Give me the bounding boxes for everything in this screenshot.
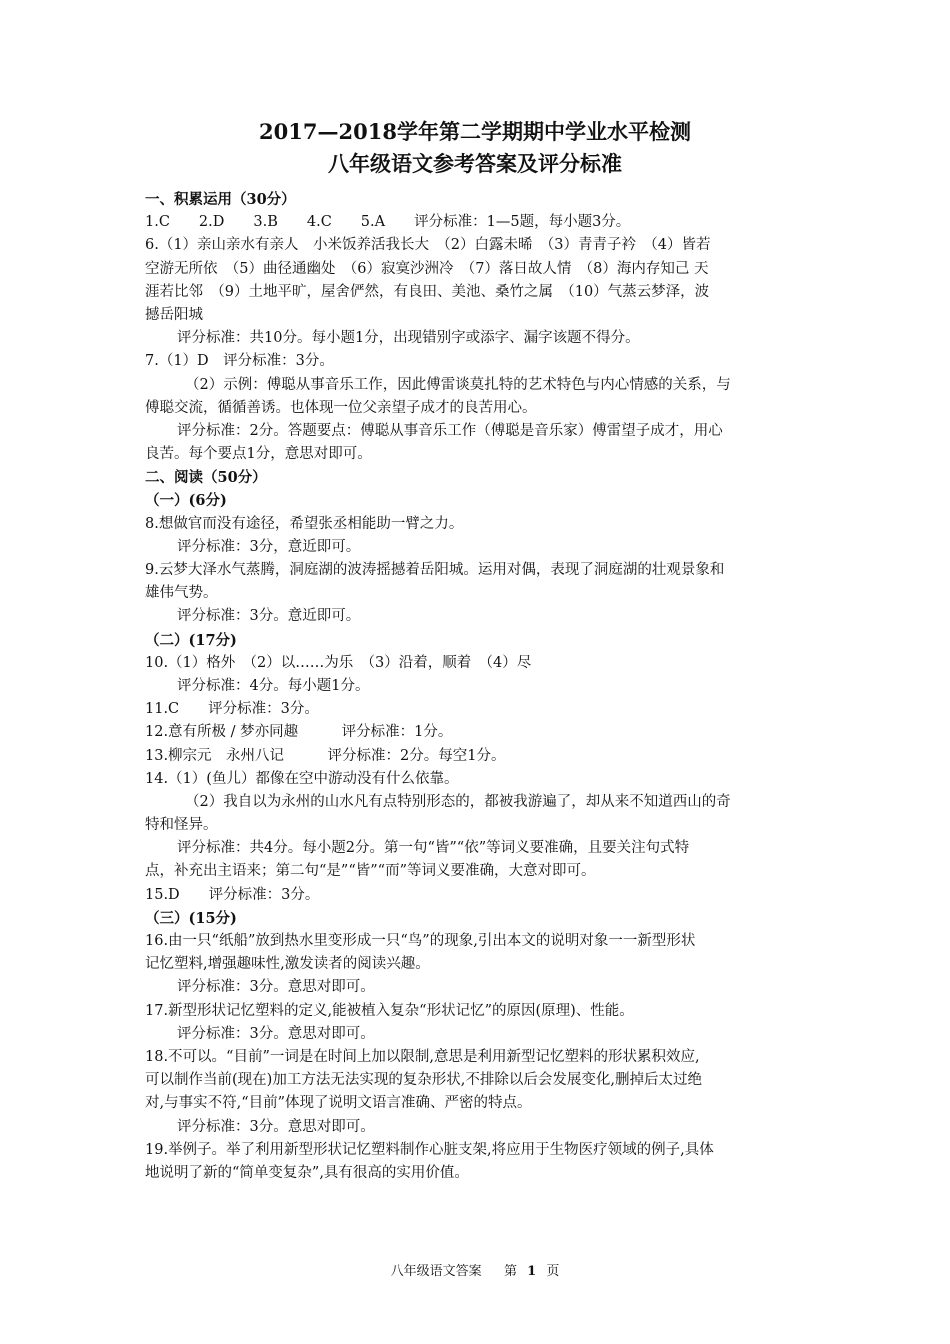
page-title-line2: 八年级语文参考答案及评分标准 <box>328 151 622 176</box>
answer-q19-line2: 地说明了新的“简单变复杂”,具有很高的实用价值。 <box>145 1164 469 1181</box>
scoring-q9: 评分标准：3分。意近即可。 <box>177 608 361 625</box>
answer-q18-line1: 18.不可以。“目前”一词是在时间上加以限制,意思是利用新型记忆塑料的形状累积效应, <box>145 1048 700 1065</box>
scoring-q14-line2: 点，补充出主语来；第二句“是”“皆”“而”等词义要准确，大意对即可。 <box>145 863 596 880</box>
scoring-q10: 评分标准：4分。每小题1分。 <box>177 677 370 694</box>
answer-q14-part2-line1: （2）我自以为永州的山水凡有点特别形态的，都被我游遍了，却从来不知道西山的奇 <box>185 793 731 810</box>
scoring-q8: 评分标准：3分，意近即可。 <box>177 538 361 555</box>
answer-q13: 13.柳宗元 永州八记 评分标准：2分。每空1分。 <box>145 747 506 764</box>
subsection-heading-2: （二）(17分) <box>145 631 237 649</box>
answer-q1-5: 1.C 2.D 3.B 4.C 5.A 评分标准：1—5题，每小题3分。 <box>145 214 631 231</box>
answer-q7-part2-line2: 傅聪交流，循循善诱。也体现一位父亲望子成才的良苦用心。 <box>145 399 537 416</box>
answer-q18-line2: 可以制作当前(现在)加工方法无法实现的复杂形状,不排除以后会发展变化,删掉后太过绝 <box>145 1072 703 1089</box>
footer-page-number: 1 <box>527 1264 537 1279</box>
answer-q6-line4: 撼岳阳城 <box>145 306 203 323</box>
answer-q6-line1: 6.（1）亲山亲水有亲人 小米饭养活我长大 （2）白露未晞 （3）青青子衿 （4）皆若 <box>145 237 711 254</box>
page-footer <box>0 1260 950 1279</box>
scoring-q14-line1: 评分标准：共4分。每小题2分。第一句“皆”“依”等词义要准确，且要关注句式特 <box>177 840 690 857</box>
answer-q11: 11.C 评分标准：3分。 <box>145 701 319 718</box>
footer-page-suffix: 页 <box>546 1264 560 1279</box>
answer-q6-line3: 涯若比邻 （9）土地平旷，屋舍俨然，有良田、美池、桑竹之属 （10）气蒸云梦泽，波 <box>145 283 710 300</box>
answer-q12: 12.意有所极 / 梦亦同趣 评分标准：1分。 <box>145 724 453 741</box>
answer-q16-line2: 记忆塑料,增强趣味性,激发读者的阅读兴趣。 <box>145 956 430 973</box>
answer-q7-part2-line1: （2）示例：傅聪从事音乐工作，因此傅雷谈莫扎特的艺术特色与内心情感的关系，与 <box>185 376 731 393</box>
answer-q19-line1: 19.举例子。举了利用新型形状记忆塑料制作心脏支架,将应用于生物医疗领域的例子,具体 <box>145 1141 714 1158</box>
scoring-q17: 评分标准：3分。意思对即可。 <box>177 1025 375 1042</box>
answer-q14-part1: 14.（1）(鱼儿）都像在空中游动没有什么依靠。 <box>145 770 459 787</box>
answer-q8: 8.想做官而没有途径，希望张丞相能助一臂之力。 <box>145 515 464 532</box>
answer-q9-line1: 9.云梦大泽水气蒸腾，洞庭湖的波涛摇撼着岳阳城。运用对偶，表现了洞庭湖的壮观景象和 <box>145 562 725 578</box>
scoring-q16: 评分标准：3分。意思对即可。 <box>177 979 375 996</box>
scoring-q18: 评分标准：3分。意思对即可。 <box>177 1118 375 1135</box>
answer-q14-part2-line2: 特和怪异。 <box>145 817 218 834</box>
answer-q6-line2: 空游无所依 （5）曲径通幽处 （6）寂寞沙洲冷 （7）落日故人情 （8）海内存知己 天 <box>145 260 709 277</box>
section-heading-reading: 二、阅读（50分） <box>145 469 267 487</box>
page-title-line1: 2017—2018学年第二学期期中学业水平检测 <box>259 119 691 144</box>
answer-q18-line3: 对,与事实不符,“目前”体现了说明文语言准确、严密的特点。 <box>145 1095 532 1112</box>
scoring-q7-line1: 评分标准：2分。答题要点：傅聪从事音乐工作（傅聪是音乐家）傅雷望子成才，用心 <box>177 422 723 439</box>
answer-content <box>145 188 810 1185</box>
footer-page-prefix: 第 <box>503 1264 517 1279</box>
answer-q17: 17.新型形状记忆塑料的定义,能被植入复杂“形状记忆”的原因(原理)、性能。 <box>145 1002 634 1019</box>
scoring-q7-line2: 良苦。每个要点1分，意思对即可。 <box>145 446 372 463</box>
answer-q7-part1: 7.（1）D 评分标准：3分。 <box>145 353 334 370</box>
footer-label: 八年级语文答案 <box>390 1264 482 1279</box>
scoring-q6: 评分标准：共10分。每小题1分，出现错别字或添字、漏字该题不得分。 <box>177 330 640 347</box>
answer-q9-line2: 雄伟气势。 <box>145 585 218 602</box>
subsection-heading-1: （一）(6分) <box>145 492 227 510</box>
answer-q10: 10.（1）格外 （2）以……为乐 （3）沿着，顺着 （4）尽 <box>145 654 532 671</box>
answer-q16-line1: 16.由一只“纸船”放到热水里变形成一只“鸟”的现象,引出本文的说明对象一一新型形状 <box>145 933 696 949</box>
section-heading-accumulation: 一、积累运用（30分） <box>145 191 296 208</box>
answer-q15: 15.D 评分标准：3分。 <box>145 886 320 903</box>
subsection-heading-3: （三）(15分) <box>145 909 237 927</box>
